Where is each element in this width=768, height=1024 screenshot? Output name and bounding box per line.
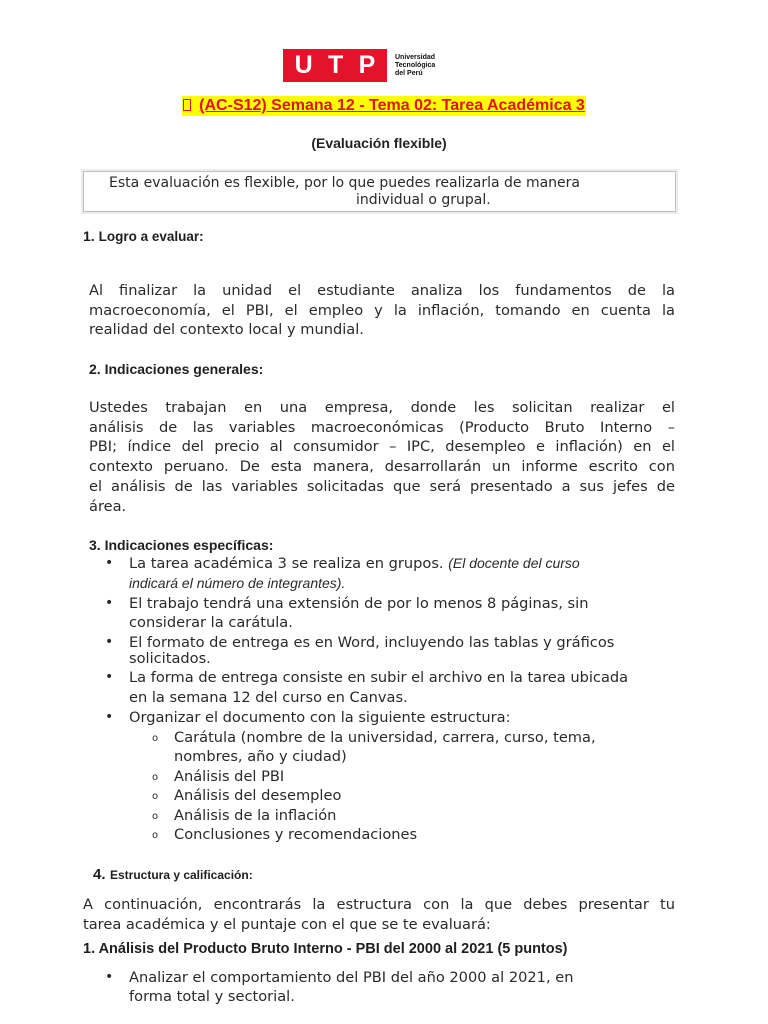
paragraph-line: realidad del contexto local y mundial. (89, 321, 364, 339)
list-item-text: El formato de entrega es en Word, incluyendo las tablas y gráficos (129, 634, 615, 651)
paragraph-line: Ustedes trabajan en una empresa, donde les solicitan realizar el (89, 399, 675, 416)
circle-bullet-icon: o (152, 791, 159, 802)
section-4-heading (93, 866, 253, 884)
circle-bullet-icon: o (152, 733, 159, 744)
logo-line-1: Universidad (395, 53, 436, 61)
bullet-icon: • (105, 555, 114, 571)
section-4-number: 4. (93, 866, 106, 883)
bullet-icon: • (105, 595, 114, 611)
paragraph-line: tarea académica y el puntaje con el que se te evaluará: (83, 915, 491, 933)
logo-letter-p: P (358, 51, 376, 79)
notice-line-1: Esta evaluación es flexible, por lo que puedes realizarla de manera (109, 175, 580, 191)
notice-line-2: individual o grupal. (356, 192, 491, 208)
circle-bullet-icon: o (152, 772, 159, 783)
utp-logo-mark (283, 49, 387, 82)
bullet-icon: • (105, 969, 114, 985)
list-item-note: indicará el número de integrantes). (129, 575, 346, 591)
circle-bullet-icon: o (152, 811, 159, 822)
bullet-icon: • (105, 709, 114, 725)
section-3-heading: 3. Indicaciones específicas: (89, 537, 274, 553)
section-4-title: Estructura y calificación: (109, 868, 253, 882)
circle-bullet-icon: o (152, 830, 159, 841)
missing-glyph-box-icon (183, 99, 191, 111)
section-1-title: Logro a evaluar: (98, 229, 204, 244)
list-item-text: La tarea académica 3 se realiza en grupos. (129, 555, 444, 572)
list-item-text: forma total y sectorial. (129, 988, 295, 1005)
list-item-text: Analizar el comportamiento del PBI del año 2000 al 2021, en (129, 969, 574, 986)
list-item-text: solicitados. (129, 650, 211, 667)
structure-item-text: Análisis del PBI (174, 768, 285, 785)
paragraph-line: el análisis de las variables solicitadas que será presentado a sus jefes de (89, 477, 675, 495)
section-2-heading: 2. Indicaciones generales: (89, 361, 264, 377)
page-title (182, 96, 586, 116)
list-item-text: El trabajo tendrá una extensión de por lo menos 8 páginas, sin (129, 595, 589, 612)
paragraph-line: análisis de las variables macroeconómicas (Producto Bruto Interno – (89, 418, 675, 436)
page-title-text: (AC-S12) Semana 12 - Tema 02: Tarea Académica 3 (199, 97, 585, 114)
paragraph-line: Al finalizar la unidad el estudiante analiza los fundamentos de la (89, 282, 675, 299)
section-1-heading (83, 228, 204, 244)
structure-item-text: Carátula (nombre de la universidad, carrera, curso, tema, (174, 729, 596, 746)
paragraph-line: PBI; índice del precio al consumidor – IPC, desempleo e inflación) en el (89, 438, 675, 456)
utp-logo (283, 49, 451, 82)
structure-item-text: Conclusiones y recomendaciones (174, 826, 418, 843)
list-item-text: considerar la carátula. (129, 614, 293, 631)
flexible-evaluation-notice (83, 171, 676, 212)
paragraph-line: contexto peruano. De esta manera, desarrollarán un informe escrito con (89, 458, 675, 476)
structure-item-text: Análisis del desempleo (174, 787, 342, 804)
subtitle: (Evaluación flexible) (311, 135, 447, 151)
structure-item-text: nombres, año y ciudad) (174, 748, 347, 765)
list-item-note: (El docente del curso (448, 555, 580, 571)
list-item-text: en la semana 12 del curso en Canvas. (129, 689, 408, 706)
page-title-row (0, 96, 768, 116)
bullet-icon: • (105, 634, 114, 650)
structure-item-text: Análisis de la inflación (174, 807, 337, 824)
bullet-icon: • (105, 669, 114, 685)
logo-university-name (395, 54, 451, 78)
list-item-text: La forma de entrega consiste en subir el archivo en la tarea ubicada (129, 669, 629, 686)
logo-line-2: Tecnológica (395, 61, 436, 69)
section-2-paragraph (89, 398, 675, 516)
paragraph-line: macroeconomía, el PBI, el empleo y la inflación, tomando en cuenta la (89, 301, 675, 319)
logo-line-3: del Perú (395, 69, 423, 77)
item-1-heading: 1. Análisis del Producto Bruto Interno - PBI del 2000 al 2021 (5 puntos) (83, 941, 568, 957)
section-1-number: 1. (83, 228, 95, 244)
logo-letter-u: U (294, 51, 313, 79)
logo-letter-t: T (328, 51, 344, 79)
section-4-intro (83, 895, 675, 934)
section-1-paragraph (89, 281, 675, 340)
list-item-text: Organizar el documento con la siguiente estructura: (129, 709, 511, 726)
paragraph-line: A continuación, encontrarás la estructura con la que debes presentar tu (83, 896, 675, 913)
paragraph-line: área. (89, 497, 127, 515)
